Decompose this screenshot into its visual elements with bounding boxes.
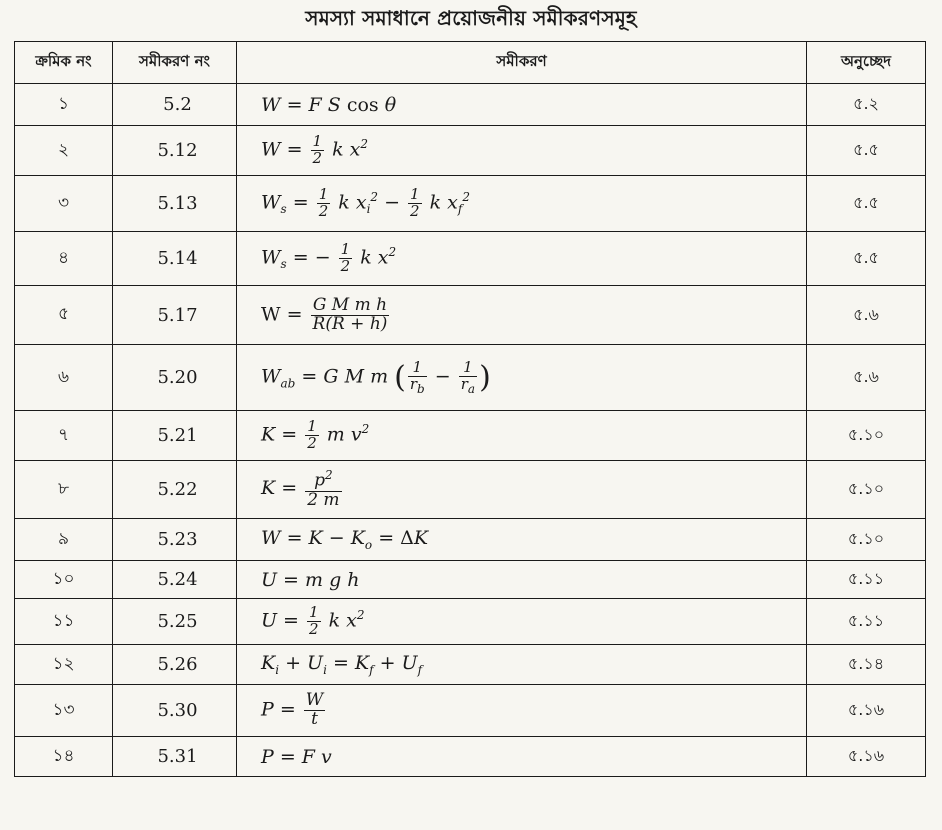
- formula-cell: U = $\frac{1}{2}$ k $x^2$: [237, 599, 807, 645]
- header-serial: ক্রমিক নং: [15, 42, 113, 84]
- equation-number-cell: 5.23: [113, 519, 237, 561]
- table-row: [15, 599, 926, 645]
- article-cell: ৫.২: [807, 84, 926, 126]
- serial-cell: ৭: [15, 411, 113, 461]
- equation-number-cell: 5.14: [113, 232, 237, 286]
- article-cell: ৫.১৬: [807, 685, 926, 737]
- serial-cell: ১৪: [15, 737, 113, 777]
- formula-cell: K = $\frac{1}{2}$ m $v^2$: [237, 411, 807, 461]
- article-cell: ৫.১৬: [807, 737, 926, 777]
- table-row: [15, 561, 926, 599]
- table-row: [15, 519, 926, 561]
- table-row: [15, 126, 926, 176]
- equations-table: [14, 41, 926, 777]
- table-header-row: [15, 42, 926, 84]
- formula-cell: P = F v: [237, 737, 807, 777]
- article-cell: ৫.১৪: [807, 645, 926, 685]
- article-cell: ৫.১০: [807, 411, 926, 461]
- page-title: সমস্যা সমাধানে প্রয়োজনীয় সমীকরণসমূহ: [305, 6, 637, 30]
- table-row: [15, 737, 926, 777]
- article-cell: ৫.৬: [807, 286, 926, 345]
- formula-cell: $W = K - K_o = \Delta K$: [237, 519, 807, 561]
- header-article: অনুচ্ছেদ: [807, 42, 926, 84]
- formula-cell: $W_{ab} = G$ M m ( $\frac{1}{r_b}$ − $\frac{1}{r_a}$ ): [237, 345, 807, 411]
- formula-cell: W = F S cos θ: [237, 84, 807, 126]
- equation-number-cell: 5.17: [113, 286, 237, 345]
- article-cell: ৫.৫: [807, 176, 926, 232]
- table-row: [15, 411, 926, 461]
- serial-cell: ১: [15, 84, 113, 126]
- equation-number-cell: 5.24: [113, 561, 237, 599]
- equation-number-cell: 5.31: [113, 737, 237, 777]
- article-cell: ৫.৫: [807, 232, 926, 286]
- equation-number-cell: 5.13: [113, 176, 237, 232]
- serial-cell: ১৩: [15, 685, 113, 737]
- article-cell: ৫.৬: [807, 345, 926, 411]
- table-row: [15, 232, 926, 286]
- header-equation: সমীকরণ: [237, 42, 807, 84]
- table-row: [15, 345, 926, 411]
- serial-cell: ৬: [15, 345, 113, 411]
- serial-cell: ২: [15, 126, 113, 176]
- table-row: [15, 685, 926, 737]
- serial-cell: ১০: [15, 561, 113, 599]
- formula-cell: $K_i + U_i = K_f + U_f$: [237, 645, 807, 685]
- equation-number-cell: 5.26: [113, 645, 237, 685]
- serial-cell: ৪: [15, 232, 113, 286]
- serial-cell: ১২: [15, 645, 113, 685]
- formula-cell: $W_s$ = $\frac{1}{2}$ k $x_i^2$ − $\frac{1}{2}$ k $x_f^2$: [237, 176, 807, 232]
- equation-number-cell: 5.12: [113, 126, 237, 176]
- equation-number-cell: 5.20: [113, 345, 237, 411]
- formula-cell: $W_s$ = − $\frac{1}{2}$ k $x^2$: [237, 232, 807, 286]
- table-row: [15, 461, 926, 519]
- article-cell: ৫.১০: [807, 519, 926, 561]
- table-row: [15, 176, 926, 232]
- article-cell: ৫.১১: [807, 561, 926, 599]
- serial-cell: ৯: [15, 519, 113, 561]
- formula-cell: W = $\frac{\text{G M m h}}{R(R + h)}$: [237, 286, 807, 345]
- serial-cell: ৮: [15, 461, 113, 519]
- equation-number-cell: 5.25: [113, 599, 237, 645]
- table-row: [15, 286, 926, 345]
- equation-number-cell: 5.2: [113, 84, 237, 126]
- serial-cell: ৫: [15, 286, 113, 345]
- table-row: [15, 84, 926, 126]
- formula-cell: W = $\frac{1}{2}$ k $x^2$: [237, 126, 807, 176]
- formula-cell: P = $\frac{W}{t}$: [237, 685, 807, 737]
- formula-cell: K = $\frac{p^2}{2 m}$: [237, 461, 807, 519]
- formula-cell: U = m g h: [237, 561, 807, 599]
- serial-cell: ৩: [15, 176, 113, 232]
- table-row: [15, 645, 926, 685]
- header-equation-no: সমীকরণ নং: [113, 42, 237, 84]
- equation-number-cell: 5.22: [113, 461, 237, 519]
- article-cell: ৫.১১: [807, 599, 926, 645]
- equation-number-cell: 5.21: [113, 411, 237, 461]
- equation-number-cell: 5.30: [113, 685, 237, 737]
- serial-cell: ১১: [15, 599, 113, 645]
- article-cell: ৫.১০: [807, 461, 926, 519]
- article-cell: ৫.৫: [807, 126, 926, 176]
